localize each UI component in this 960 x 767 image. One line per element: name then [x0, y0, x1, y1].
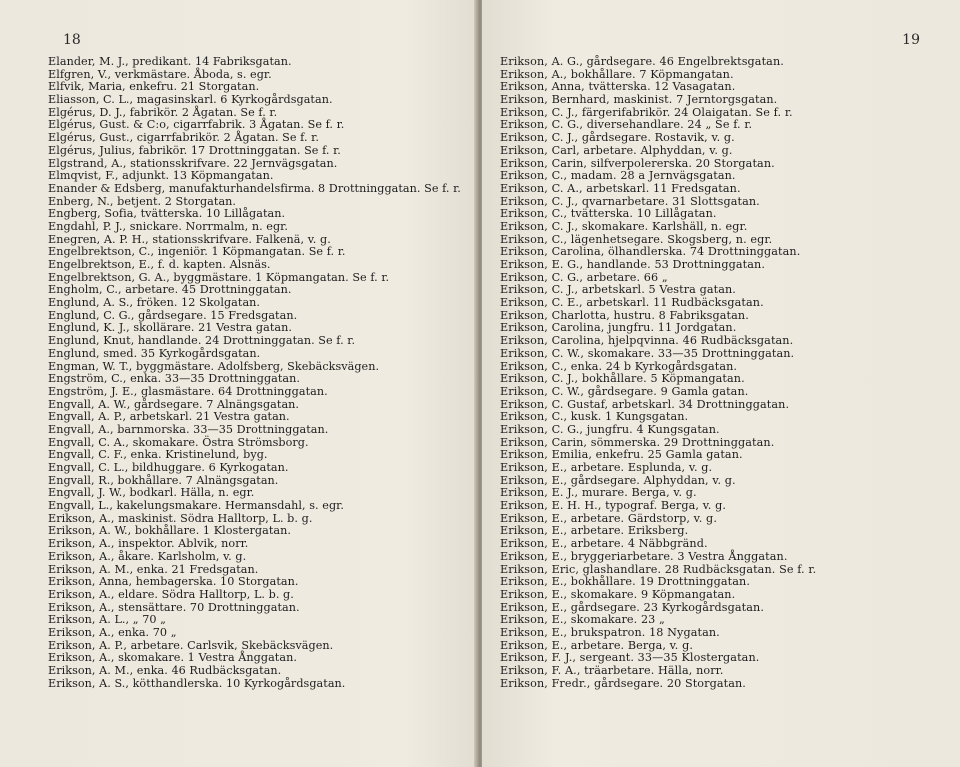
directory-entry: Elander, M. J., predikant. 14 Fabriksgatan. [48, 55, 292, 68]
directory-entry: Elgérus, D. J., fabrikör. 2 Ågatan. Se f. r. [48, 105, 278, 119]
directory-entry: Erikson, Carolina, hjelpqvinna. 46 Rudbäcksgatan. [500, 334, 794, 348]
directory-entry: Erikson, C., tvätterska. 10 Lillågatan. [500, 207, 717, 221]
directory-entry: Erikson, C. W., gårdsegare. 9 Gamla gatan. [500, 384, 749, 398]
directory-entry: Erikson, C. J., gårdsegare. Rostavik, v. g. [500, 131, 735, 145]
page-number-left: 18 [63, 32, 81, 48]
directory-entry: Erikson, A. G., gårdsegare. 46 Engelbrektsgatan. [500, 55, 784, 68]
directory-entry: Erikson, E. J., murare. Berga, v. g. [500, 486, 697, 500]
directory-entry: Erikson, C., lägenhetsegare. Skogsberg, n. egr. [500, 232, 773, 246]
directory-entry: Engström, C., enka. 33—35 Drottninggatan. [48, 372, 301, 386]
directory-entry: Erikson, A. P., arbetare. Carlsvik, Skebäcksvägen. [48, 638, 334, 652]
directory-entry: Erikson, C. E., arbetskarl. 11 Rudbäcksgatan. [500, 296, 764, 310]
directory-entry: Erikson, Fredr., gårdsegare. 20 Storgatan. [500, 676, 746, 690]
directory-entries-right [500, 56, 940, 690]
directory-entry: Erikson, Carolina, ölhandlerska. 74 Drottninggatan. [500, 245, 801, 259]
directory-entry: Engman, W. T., byggmästare. Adolfsberg, Skebäcksvägen. [48, 359, 380, 373]
directory-entry: Enander & Edsberg, manufakturhandelsfirma. 8 Drottninggatan. Se f. r. [48, 181, 461, 195]
directory-entry: Engholm, C., arbetare. 45 Drottninggatan. [48, 283, 292, 297]
directory-entry: Erikson, C. J., qvarnarbetare. 31 Slottsgatan. [500, 194, 760, 208]
directory-entry: Erikson, C., madam. 28 a Jernvägsgatan. [500, 169, 736, 183]
directory-entry: Elgérus, Gust., cigarrfabrikör. 2 Ågatan. Se f. r. [48, 131, 319, 145]
directory-entry: Engvall, R., bokhållare. 7 Alnängsgatan. [48, 473, 279, 487]
directory-entry: Erikson, E., arbetare. Eriksberg. [500, 524, 689, 538]
right-page [482, 0, 960, 767]
directory-entry: Erikson, Bernhard, maskinist. 7 Jerntorgsgatan. [500, 93, 778, 107]
directory-entry: Erikson, E., gårdsegare. 23 Kyrkogårdsgatan. [500, 600, 764, 614]
directory-entry: Erikson, E., arbetare. Esplunda, v. g. [500, 461, 713, 474]
directory-entry: Erikson, A. S., kötthandlerska. 10 Kyrkogårdsgatan. [48, 676, 346, 690]
directory-entry: Erikson, E., gårdsegare. Alphyddan, v. g. [500, 473, 736, 487]
directory-entry: Erikson, Anna, tvätterska. 12 Vasagatan. [500, 80, 736, 94]
directory-entry: Erikson, A., åkare. Karlsholm, v. g. [48, 549, 247, 563]
directory-entry: Engvall, A. P., arbetskarl. 21 Vestra gatan. [48, 410, 290, 424]
directory-entry: Erikson, Eric, glashandlare. 28 Rudbäcksgatan. Se f. r. [500, 562, 817, 576]
directory-entry: Erikson, A., stensättare. 70 Drottninggatan. [48, 600, 300, 614]
directory-entry: Erikson, C., enka. 24 b Kyrkogårdsgatan. [500, 359, 738, 373]
directory-entry: Erikson, A., maskinist. Södra Halltorp, L. b. g. [48, 511, 313, 525]
directory-entry: Erikson, C. J., bokhållare. 5 Köpmangatan. [500, 372, 745, 386]
directory-entry: Erikson, C. A., arbetskarl. 11 Fredsgatan. [500, 181, 741, 195]
directory-entry: Erikson, A., inspektor. Ablvik, norr. [48, 537, 249, 551]
directory-entry: Engvall, L., kakelungsmakare. Hermansdahl, s. egr. [48, 499, 344, 513]
directory-entry: Engvall, C. L., bildhuggare. 6 Kyrkogatan. [48, 461, 289, 474]
directory-entry: Enberg, N., betjent. 2 Storgatan. [48, 194, 237, 208]
directory-entry: Erikson, Carl, arbetare. Alphyddan, v. g. [500, 143, 733, 157]
directory-entry: Englund, Knut, handlande. 24 Drottninggatan. Se f. r. [48, 334, 356, 348]
directory-entry: Erikson, E., bokhållare. 19 Drottninggatan. [500, 575, 751, 589]
directory-entry: Erikson, C. J., färgerifabrikör. 24 Olaigatan. Se f. r. [500, 105, 793, 119]
page-number-right: 19 [902, 32, 920, 48]
directory-entry: Erikson, A., skomakare. 1 Vestra Ånggatan. [48, 651, 297, 665]
directory-entry: Elfvik, Maria, enkefru. 21 Storgatan. [48, 80, 260, 94]
directory-entry: Englund, C. G., gårdsegare. 15 Fredsgatan. [48, 308, 298, 322]
directory-entry: Erikson, A., eldare. Södra Halltorp, L. b. g. [48, 587, 294, 601]
directory-entry: Englund, smed. 35 Kyrkogårdsgatan. [48, 346, 261, 360]
directory-entry: Erikson, E., skomakare. 9 Köpmangatan. [500, 587, 736, 601]
left-page [0, 0, 478, 767]
directory-entry: Erikson, Carolina, jungfru. 11 Jordgatan. [500, 321, 737, 335]
directory-entry: Erikson, A. M., enka. 46 Rudbäcksgatan. [48, 664, 282, 677]
directory-entry: Elgérus, Julius, fabrikör. 17 Drottninggatan. Se f. r. [48, 143, 341, 157]
directory-entry: Engelbrektson, G. A., byggmästare. 1 Köpmangatan. Se f. r. [48, 270, 390, 284]
directory-entry: Erikson, E. H. H., typograf. Berga, v. g. [500, 499, 727, 513]
directory-entry: Engvall, C. F., enka. Kristinelund, byg. [48, 448, 268, 462]
directory-entry: Engvall, J. W., bodkarl. Hälla, n. egr. [48, 486, 255, 500]
directory-entry: Elgérus, Gust. & C:o, cigarrfabrik. 3 Ågatan. Se f. r. [48, 118, 345, 132]
directory-entry: Erikson, A. M., enka. 21 Fredsgatan. [48, 562, 259, 576]
directory-entry: Erikson, Charlotta, hustru. 8 Fabriksgatan. [500, 308, 749, 322]
directory-entry: Elgstrand, A., stationsskrifvare. 22 Jernvägsgatan. [48, 156, 338, 170]
directory-entries-left [48, 56, 468, 690]
directory-entry: Erikson, C. G., jungfru. 4 Kungsgatan. [500, 422, 720, 436]
directory-entry: Engvall, C. A., skomakare. Östra Strömsborg. [48, 435, 309, 449]
directory-entry: Engström, J. E., glasmästare. 64 Drottninggatan. [48, 384, 328, 398]
directory-entry: Erikson, E., arbetare. Berga, v. g. [500, 638, 694, 652]
directory-entry: Erikson, Anna, hembagerska. 10 Storgatan. [48, 575, 299, 589]
directory-entry: Erikson, E., arbetare. Gärdstorp, v. g. [500, 511, 717, 525]
directory-entry: Engelbrektson, C., ingeniör. 1 Köpmangatan. Se f. r. [48, 245, 346, 259]
directory-entry: Engberg, Sofia, tvätterska. 10 Lillågatan. [48, 207, 286, 221]
directory-entry: Erikson, C. G., arbetare. 66 „ [500, 270, 668, 284]
directory-entry: Erikson, C. W., skomakare. 33—35 Drottninggatan. [500, 346, 795, 360]
directory-entry: Erikson, E., brukspatron. 18 Nygatan. [500, 625, 720, 639]
directory-entry: Englund, A. S., fröken. 12 Skolgatan. [48, 296, 261, 310]
directory-entry: Erikson, E., arbetare. 4 Näbbgränd. [500, 537, 708, 551]
directory-entry: Engdahl, P. J., snickare. Norrmalm, n. egr. [48, 219, 288, 233]
directory-entry: Elfgren, V., verkmästare. Åboda, s. egr. [48, 67, 272, 81]
directory-entry: Erikson, A., enka. 70 „ [48, 625, 177, 639]
directory-entry: Erikson, C. J., arbetskarl. 5 Vestra gatan. [500, 283, 736, 297]
directory-entry: Erikson, A. L., „ 70 „ [48, 613, 166, 627]
directory-entry: Erikson, F. A., träarbetare. Hälla, norr. [500, 664, 724, 677]
directory-entry: Eliasson, C. L., magasinskarl. 6 Kyrkogårdsgatan. [48, 93, 333, 107]
directory-entry: Erikson, Carin, silfverpolererska. 20 Storgatan. [500, 156, 775, 170]
directory-entry: Englund, K. J., skollärare. 21 Vestra gatan. [48, 321, 292, 335]
directory-entry: Engvall, A., barnmorska. 33—35 Drottninggatan. [48, 422, 329, 436]
directory-entry: Engelbrektson, E., f. d. kapten. Alsnäs. [48, 258, 271, 271]
directory-entry: Erikson, C., kusk. 1 Kungsgatan. [500, 410, 689, 424]
directory-entry: Erikson, E., bryggeriarbetare. 3 Vestra Ånggatan. [500, 549, 788, 563]
directory-entry: Erikson, E. G., handlande. 53 Drottninggatan. [500, 258, 765, 271]
directory-entry: Erikson, A. W., bokhållare. 1 Klostergatan. [48, 524, 291, 538]
directory-entry: Engvall, A. W., gårdsegare. 7 Alnängsgatan. [48, 397, 300, 411]
directory-entry: Elmqvist, F., adjunkt. 13 Köpmangatan. [48, 169, 274, 183]
directory-entry: Erikson, F. J., sergeant. 33—35 Klostergatan. [500, 651, 760, 665]
directory-entry: Erikson, Emilia, enkefru. 25 Gamla gatan. [500, 448, 743, 462]
directory-entry: Erikson, C. G., diversehandlare. 24 „ Se f. r. [500, 118, 753, 132]
directory-entry: Erikson, C. J., skomakare. Karlshäll, n. egr. [500, 219, 748, 233]
directory-entry: Erikson, Carin, sömmerska. 29 Drottninggatan. [500, 435, 775, 449]
directory-entry: Erikson, C. Gustaf, arbetskarl. 34 Drottninggatan. [500, 397, 790, 411]
directory-entry: Erikson, A., bokhållare. 7 Köpmangatan. [500, 67, 734, 81]
directory-entry: Enegren, A. P. H., stationsskrifvare. Falkenä, v. g. [48, 232, 331, 246]
directory-entry: Erikson, E., skomakare. 23 „ [500, 613, 665, 627]
